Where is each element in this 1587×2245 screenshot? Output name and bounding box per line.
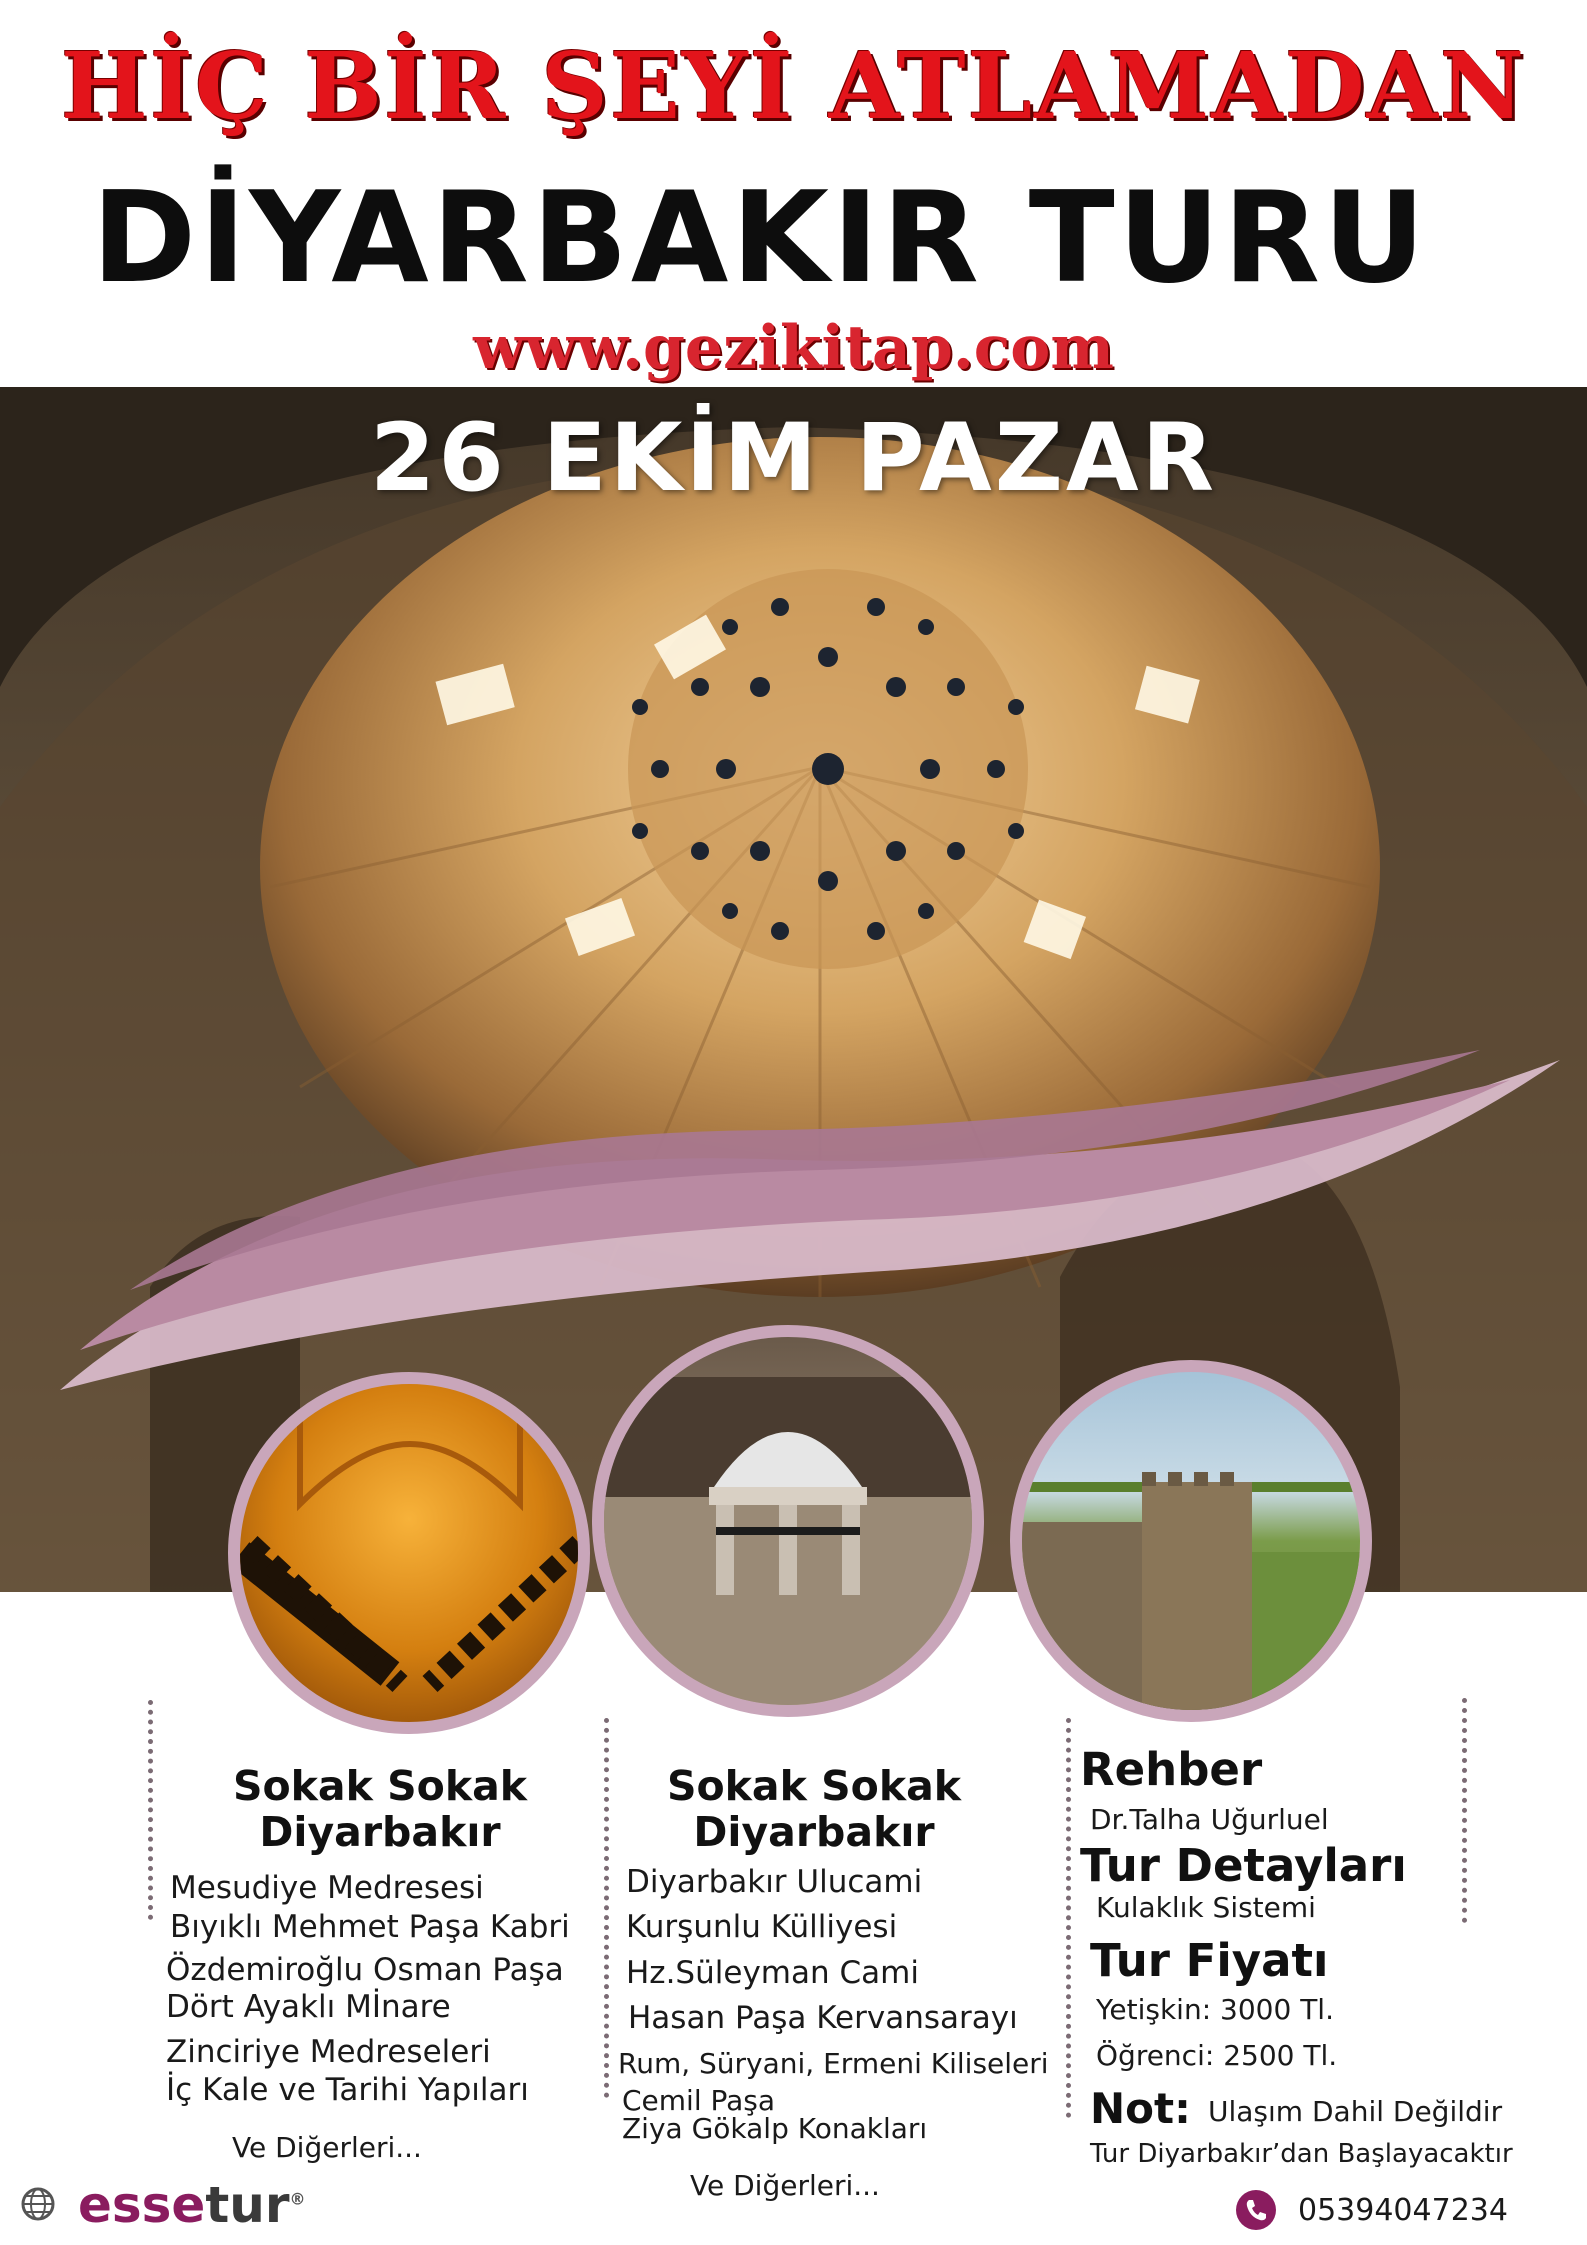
list-item: İç Kale ve Tarihi Yapıları <box>166 2072 529 2108</box>
list-item: Dört Ayaklı Mİnare <box>166 1989 451 2025</box>
guide-name: Dr.Talha Uğurluel <box>1090 1803 1329 1836</box>
brand-logo <box>78 2176 306 2234</box>
tour-date: 26 EKİM PAZAR <box>369 404 1218 513</box>
tour-details-value: Kulaklık Sistemi <box>1096 1891 1316 1924</box>
divider <box>1066 1718 1071 2118</box>
caravanserai-photo <box>592 1325 984 1717</box>
note-text: Ulaşım Dahil Değildir <box>1208 2095 1503 2128</box>
price-label: Tur Fiyatı <box>1090 1934 1329 1987</box>
globe-icon <box>20 2186 56 2222</box>
list-item: Hasan Paşa Kervansarayı <box>628 2000 1018 2036</box>
start-text: Tur Diyarbakır’dan Başlayacaktır <box>1090 2139 1513 2169</box>
brand-part-1: esse <box>78 2176 206 2234</box>
page-title: DİYARBAKIR TURU <box>91 164 1429 311</box>
price-adult: Yetişkin: 3000 Tl. <box>1096 1993 1334 2026</box>
column-2-title: Sokak Sokak Diyarbakır <box>666 1762 962 1856</box>
list-item: Kurşunlu Külliyesi <box>626 1909 898 1945</box>
list-item: Bıyıklı Mehmet Paşa Kabri <box>170 1909 570 1945</box>
more-text: Ve Diğerleri... <box>690 2169 880 2202</box>
list-item: Ziya Gökalp Konakları <box>622 2112 928 2145</box>
list-item: Özdemiroğlu Osman Paşa <box>166 1952 564 1988</box>
phone-icon <box>1236 2190 1276 2230</box>
price-student: Öğrenci: 2500 Tl. <box>1096 2039 1338 2072</box>
divider <box>148 1700 153 1920</box>
list-item: Diyarbakır Ulucami <box>626 1864 923 1900</box>
list-item: Cemil Paşa <box>622 2084 776 2117</box>
registered-mark: ® <box>289 2189 306 2209</box>
list-item: Rum, Süryani, Ermeni Kiliseleri <box>618 2047 1049 2080</box>
city-walls-photo <box>1010 1360 1372 1722</box>
divider <box>1462 1698 1467 1923</box>
website-link[interactable]: www.gezikitap.com <box>473 313 1114 383</box>
phone-number[interactable]: 05394047234 <box>1298 2193 1508 2228</box>
madrasa-photo <box>228 1372 590 1734</box>
list-item: Mesudiye Medresesi <box>170 1870 484 1906</box>
guide-label: Rehber <box>1080 1743 1263 1796</box>
note-label: Not: <box>1090 2084 1191 2133</box>
brand-part-2: tur <box>205 2176 290 2234</box>
more-text: Ve Diğerleri... <box>232 2131 422 2164</box>
list-item: Hz.Süleyman Cami <box>626 1955 919 1991</box>
column-1-title: Sokak Sokak Diyarbakır <box>232 1762 528 1856</box>
tour-details-label: Tur Detayları <box>1080 1839 1407 1892</box>
tagline: HİÇ BİR ŞEYİ ATLAMADAN <box>60 32 1527 140</box>
list-item: Zinciriye Medreseleri <box>166 2034 491 2070</box>
